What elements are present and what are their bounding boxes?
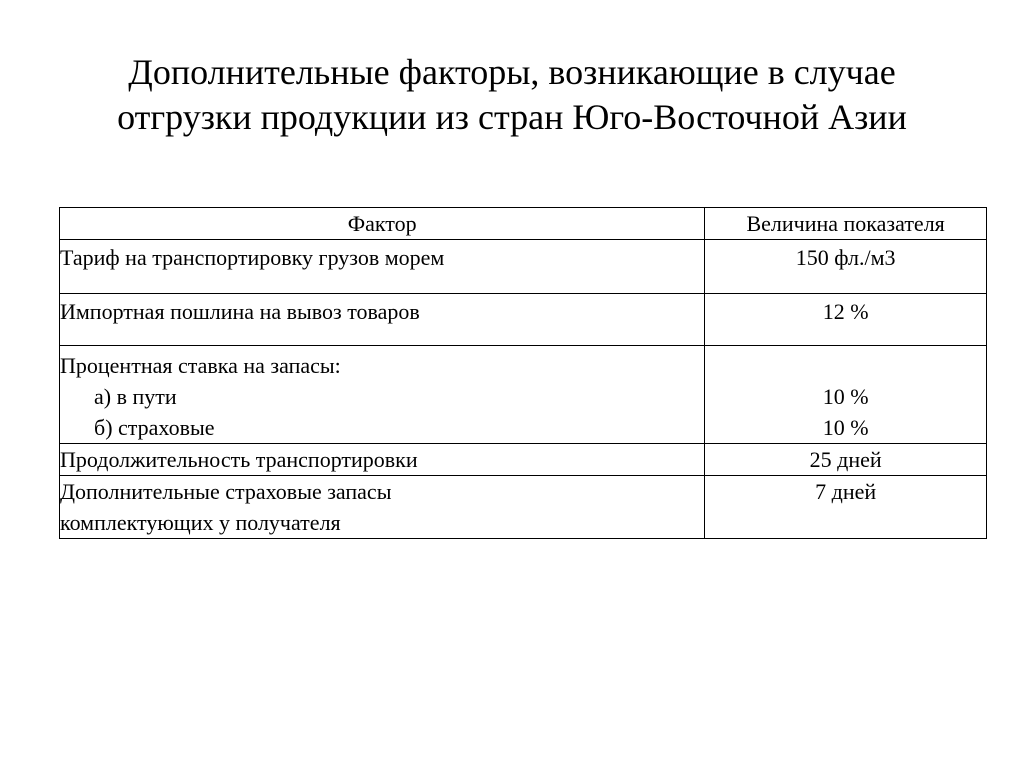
header-factor: Фактор <box>60 208 705 240</box>
factors-table <box>59 207 987 539</box>
factor-cell <box>60 346 705 444</box>
table-row <box>60 444 987 476</box>
value-cell: 25 дней <box>705 444 987 476</box>
slide-title-line-1: Дополнительные факторы, возникающие в случае <box>128 52 896 92</box>
table-row <box>60 240 987 294</box>
factor-cell <box>60 476 705 539</box>
factor-sub-item: б) страховые <box>94 415 215 440</box>
value-sub-item: 10 % <box>822 384 869 409</box>
table-header-row <box>60 208 987 240</box>
table-row <box>60 476 987 539</box>
factor-cell: Импортная пошлина на вывоз товаров <box>60 294 705 346</box>
value-cell <box>705 346 987 444</box>
table-row <box>60 294 987 346</box>
value-spacer <box>705 350 986 381</box>
factor-line: комплектующих у получателя <box>60 510 341 535</box>
factor-cell: Продолжительность транспортировки <box>60 444 705 476</box>
value-cell: 7 дней <box>705 476 987 539</box>
factor-sub-item: а) в пути <box>94 384 177 409</box>
factor-heading: Процентная ставка на запасы: <box>60 353 341 378</box>
table-row <box>60 346 987 444</box>
factor-line: Дополнительные страховые запасы <box>60 479 392 504</box>
factor-cell: Тариф на транспортировку грузов морем <box>60 240 705 294</box>
value-sub-item: 10 % <box>822 415 869 440</box>
value-cell: 150 фл./м3 <box>705 240 987 294</box>
value-cell: 12 % <box>705 294 987 346</box>
header-value: Величина показателя <box>705 208 987 240</box>
slide-title <box>0 50 1024 140</box>
slide-title-line-2: отгрузки продукции из стран Юго-Восточной Азии <box>117 97 907 137</box>
